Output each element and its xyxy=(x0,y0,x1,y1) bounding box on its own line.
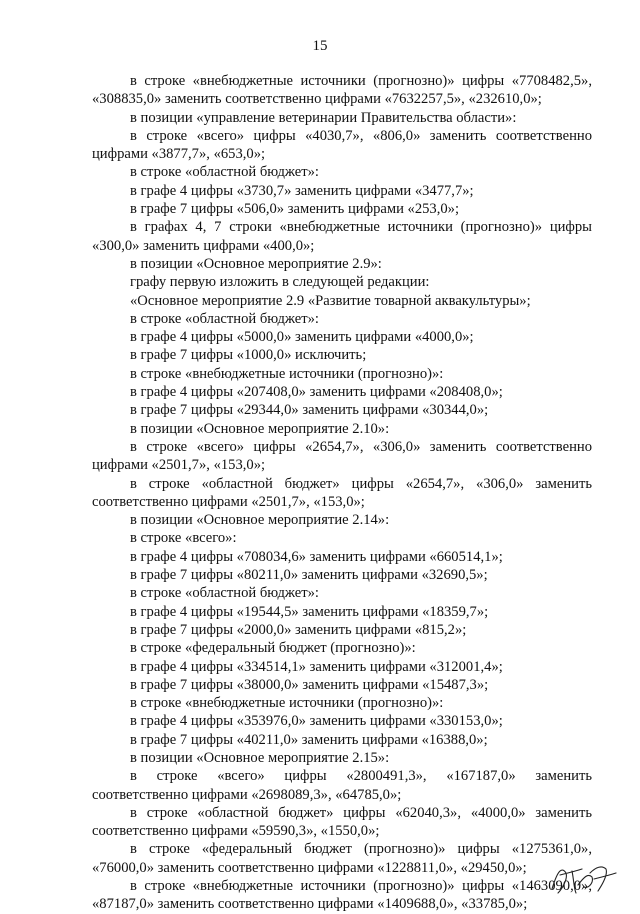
text-line: в графе 4 цифры «3730,7» заменить цифрами «3477,7»; xyxy=(130,182,474,199)
text-line: в строке «областной бюджет» цифры «62040,3», «4000,0» заменить xyxy=(130,804,592,821)
text-line: «76000,0» заменить соответственно цифрами «1228811,0», «29450,0»; xyxy=(92,859,527,876)
text-line: «308835,0» заменить соответственно цифрами «7632257,5», «232610,0»; xyxy=(92,91,542,108)
text-line: «Основное мероприятие 2.9 «Развитие товарной аквакультуры»; xyxy=(130,292,531,309)
text-line: в строке «всего»: xyxy=(130,530,237,547)
text-line: «87187,0» заменить соответственно цифрами «1409688,0», «33785,0»; xyxy=(92,896,528,913)
handwritten-signature xyxy=(548,859,618,899)
text-line: в строке «федеральный бюджет (прогнозно)» цифры «1275361,0», xyxy=(130,841,592,858)
page-number: 15 xyxy=(312,38,328,54)
text-line: в графе 7 цифры «40211,0» заменить цифрами «16388,0»; xyxy=(130,731,488,748)
text-line: в графе 7 цифры «506,0» заменить цифрами «253,0»; xyxy=(130,201,460,218)
text-line: в графе 7 цифры «1000,0» исключить; xyxy=(130,347,367,364)
text-line: в графе 7 цифры «29344,0» заменить цифрами «30344,0»; xyxy=(130,402,489,419)
text-line: в строке «областной бюджет» цифры «2654,7», «306,0» заменить xyxy=(130,475,592,492)
text-line: в строке «всего» цифры «2800491,3», «167187,0» заменить xyxy=(130,768,592,785)
document-body xyxy=(92,72,592,914)
text-line: в позиции «управление ветеринарии Правительства области»: xyxy=(130,109,517,126)
text-line: в строке «всего» цифры «4030,7», «806,0» заменить соответственно xyxy=(130,127,592,144)
text-line: в строке «внебюджетные источники (прогнозно)» цифры «1463090,0», xyxy=(130,878,592,895)
text-line: в позиции «Основное мероприятие 2.9»: xyxy=(130,255,382,272)
text-line: в строке «внебюджетные источники (прогнозно)» цифры «7708482,5», xyxy=(130,73,592,89)
text-line: в строке «внебюджетные источники (прогнозно)»: xyxy=(130,695,444,712)
text-line: в графе 7 цифры «80211,0» заменить цифрами «32690,5»; xyxy=(130,567,488,584)
text-line: соответственно цифрами «2501,7», «153,0»; xyxy=(92,493,365,510)
text-line: в позиции «Основное мероприятие 2.15»: xyxy=(130,749,390,766)
text-line: в позиции «Основное мероприятие 2.14»: xyxy=(130,512,390,529)
text-line: цифрами «2501,7», «153,0»; xyxy=(92,457,266,474)
text-line: в строке «областной бюджет»: xyxy=(130,585,319,602)
text-line: в строке «всего» цифры «2654,7», «306,0» заменить соответственно xyxy=(130,438,592,455)
text-line: в графе 4 цифры «334514,1» заменить цифрами «312001,4»; xyxy=(130,658,503,675)
text-line: в графе 7 цифры «2000,0» заменить цифрами «815,2»; xyxy=(130,621,467,638)
text-line: в строке «областной бюджет»: xyxy=(130,310,319,327)
text-line: в графе 4 цифры «19544,5» заменить цифрами «18359,7»; xyxy=(130,603,489,620)
text-line: графу первую изложить в следующей редакции: xyxy=(130,274,430,291)
text-line: в строке «внебюджетные источники (прогнозно)»: xyxy=(130,365,444,382)
text-line: в строке «областной бюджет»: xyxy=(130,164,319,181)
text-line: соответственно цифрами «59590,3», «1550,0»; xyxy=(92,823,380,840)
text-line: «300,0» заменить цифрами «400,0»; xyxy=(92,237,315,254)
text-line: в графе 4 цифры «207408,0» заменить цифрами «208408,0»; xyxy=(130,384,503,401)
text-line: в графе 4 цифры «708034,6» заменить цифрами «660514,1»; xyxy=(130,548,503,565)
text-line: в графе 4 цифры «353976,0» заменить цифрами «330153,0»; xyxy=(130,713,503,730)
text-line: в строке «федеральный бюджет (прогнозно)»: xyxy=(130,640,416,657)
text-line: соответственно цифрами «2698089,3», «64785,0»; xyxy=(92,786,402,803)
text-line: цифрами «3877,7», «653,0»; xyxy=(92,146,266,163)
text-line: в позиции «Основное мероприятие 2.10»: xyxy=(130,420,390,437)
text-line: в графе 7 цифры «38000,0» заменить цифрами «15487,3»; xyxy=(130,676,489,693)
text-line: в графах 4, 7 строки «внебюджетные источники (прогнозно)» цифры xyxy=(130,219,592,236)
text-line: в графе 4 цифры «5000,0» заменить цифрами «4000,0»; xyxy=(130,329,474,346)
